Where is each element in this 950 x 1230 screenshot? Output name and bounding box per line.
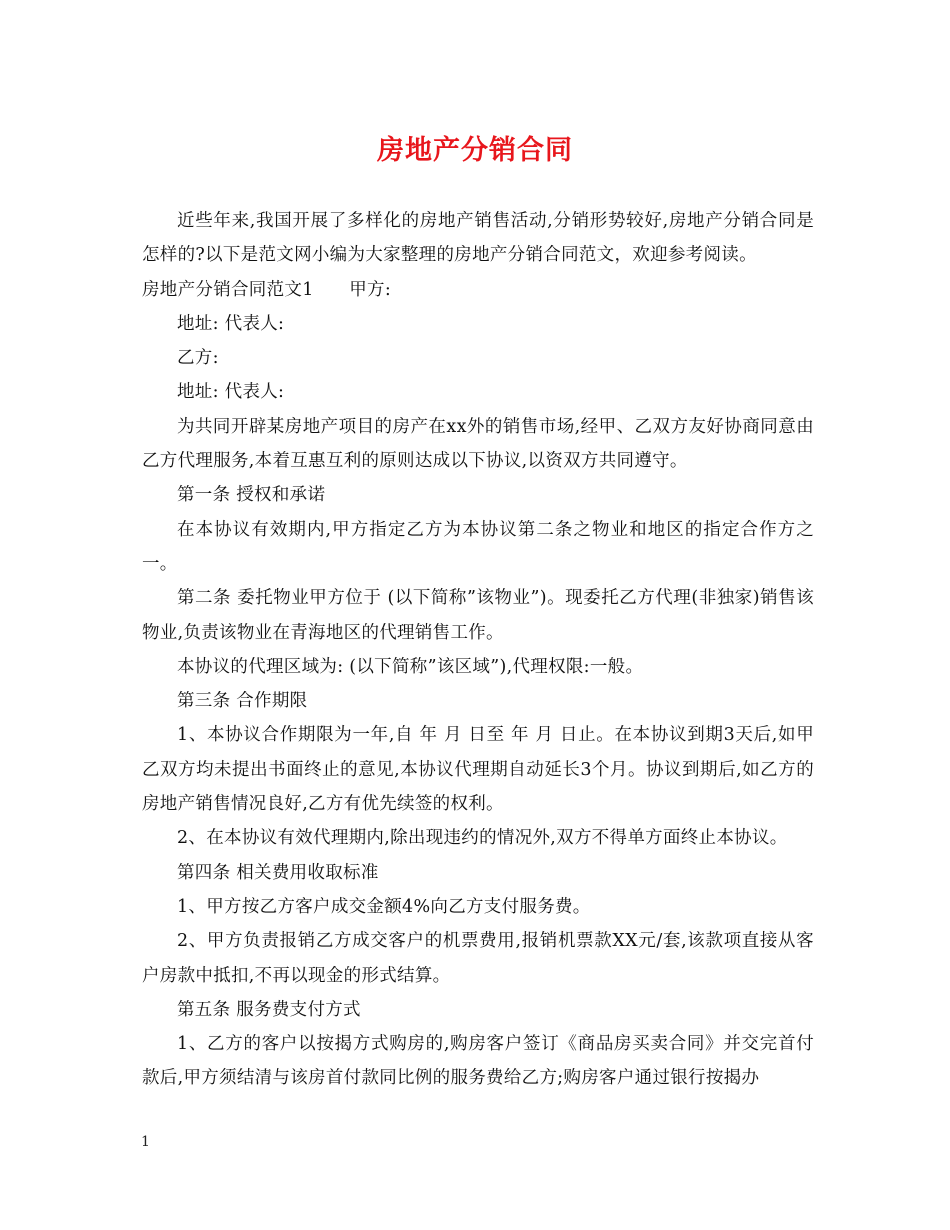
paragraph-party-b-address: 地址: 代表人: <box>177 382 285 403</box>
article-3-item-2: 2、在本协议有效代理期内,除出现违约的情况外,双方不得单方面终止本协议。 <box>177 828 788 849</box>
article-1-text: 在本协议有效期内,甲方指定乙方为本协议第二条之物业和地区的指定合作方之一。 <box>142 519 814 574</box>
article-1-heading: 第一条 授权和承诺 <box>177 485 326 506</box>
article-4-item-1: 1、甲方按乙方客户成交金额4%向乙方支付服务费。 <box>177 896 591 917</box>
page-number: 1 <box>141 1134 150 1150</box>
article-5-item-1: 1、乙方的客户以按揭方式购房的,购房客户签订《商品房买卖合同》并交完首付款后,甲方须结清与该房首付款同比例的服务费给乙方;购房客户通过银行按揭办 <box>142 1034 814 1089</box>
paragraph-intro: 近些年来,我国开展了多样化的房地产销售活动,分销形势较好,房地产分销合同是怎样的?以下是范文网小编为大家整理的房地产分销合同范文，欢迎参考阅读。 <box>142 211 814 266</box>
article-3-heading: 第三条 合作期限 <box>177 691 308 712</box>
article-3-item-1: 1、本协议合作期限为一年,自 年 月 日至 年 月 日止。在本协议到期3天后,如甲乙双方均未提出书面终止的意见,本协议代理期自动延长3个月。协议到期后,如乙方的房地产销售情况良好,乙方有优先续签的权利。 <box>142 725 814 815</box>
agency-region-text: 本协议的代理区域为: (以下简称”该区域”),代理权限:一般。 <box>177 656 644 677</box>
paragraph-party-a-address: 地址: 代表人: <box>177 313 285 334</box>
paragraph-party-b: 乙方: <box>177 348 219 369</box>
document-title: 房地产分销合同 <box>377 135 573 166</box>
paragraph-purpose: 为共同开辟某房地产项目的房产在xx外的销售市场,经甲、乙双方友好协商同意由乙方代理服务,本着互惠互利的原则达成以下协议,以资双方共同遵守。 <box>142 416 814 472</box>
article-4-item-2: 2、甲方负责报销乙方成交客户的机票费用,报销机票款XX元/套,该款项直接从客户房款中抵扣,不再以现金的形式结算。 <box>142 931 814 986</box>
article-4-heading: 第四条 相关费用收取标准 <box>177 862 379 883</box>
document-body <box>142 204 814 1096</box>
paragraph-sample-heading: 房地产分销合同范文1 甲方: <box>142 279 392 300</box>
article-2-text: 第二条 委托物业甲方位于 (以下简称”该物业”)。现委托乙方代理(非独家)销售该物业,负责该物业在青海地区的代理销售工作。 <box>142 588 814 643</box>
article-5-heading: 第五条 服务费支付方式 <box>177 999 361 1020</box>
